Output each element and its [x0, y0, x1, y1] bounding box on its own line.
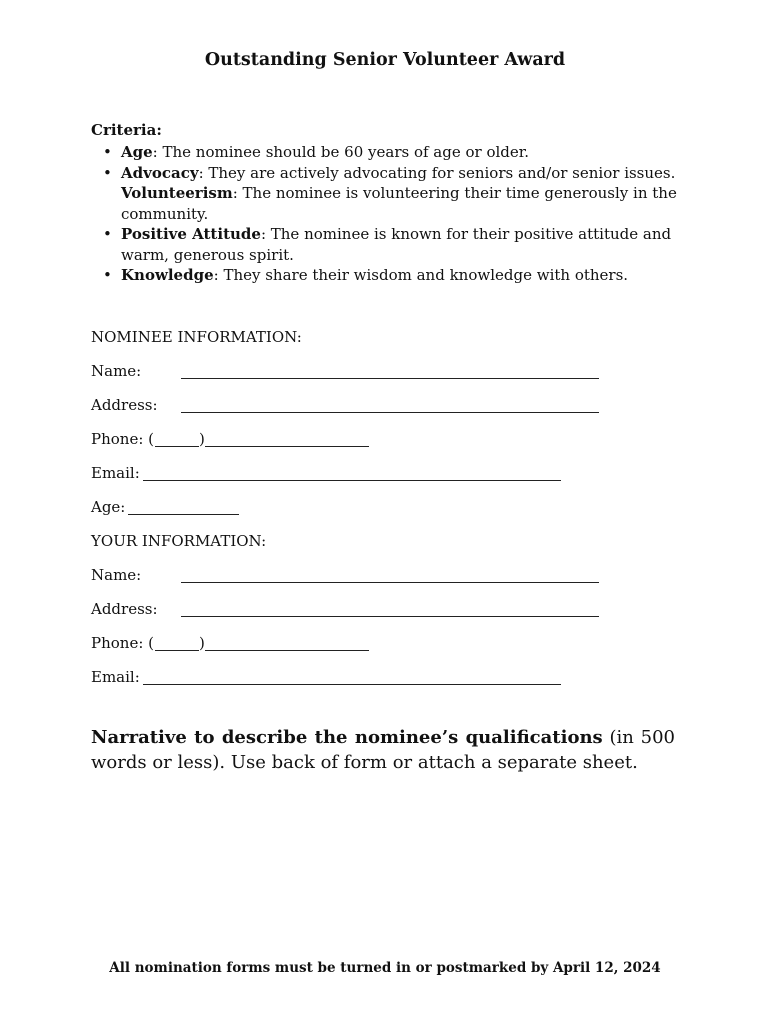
- nominee-name-field[interactable]: [181, 378, 599, 379]
- your-section-heading: YOUR INFORMATION:: [91, 532, 267, 550]
- narrative-instructions: [91, 725, 675, 775]
- criteria-text: : The nominee is volunteering their time generously in the community.: [121, 184, 677, 223]
- bullet-icon: •: [103, 143, 112, 161]
- list-item: [91, 142, 681, 163]
- criteria-subitem: [121, 183, 681, 224]
- narrative-heading: Narrative to describe the nominee’s qualifications: [91, 727, 603, 748]
- your-name-label: Name:: [91, 566, 142, 584]
- nominee-age-label: Age:: [91, 498, 126, 516]
- criteria-term: Knowledge: [121, 266, 214, 284]
- criteria-term: Positive Attitude: [121, 225, 261, 243]
- list-item: [91, 163, 681, 225]
- your-address-label: Address:: [91, 600, 158, 618]
- narrative-text: (in 500 words or less). Use back of form or attach a separate sheet.: [91, 727, 675, 773]
- your-phone-area-field[interactable]: [155, 650, 199, 651]
- nominee-email-label: Email:: [91, 464, 140, 482]
- bullet-icon: •: [103, 266, 112, 284]
- nominee-phone-area-field[interactable]: [155, 446, 199, 447]
- your-email-label: Email:: [91, 668, 140, 686]
- criteria-text: : The nominee should be 60 years of age or older.: [152, 143, 530, 161]
- criteria-text: : They share their wisdom and knowledge with others.: [213, 266, 629, 284]
- criteria-heading: Criteria:: [91, 121, 162, 139]
- nominee-name-label: Name:: [91, 362, 142, 380]
- your-phone-field[interactable]: [205, 650, 369, 651]
- your-address-field[interactable]: [181, 616, 599, 617]
- nominee-email-field[interactable]: [143, 480, 561, 481]
- deadline-note: All nomination forms must be turned in or postmarked by April 12, 2024: [109, 960, 661, 976]
- your-email-field[interactable]: [143, 684, 561, 685]
- nominee-address-label: Address:: [91, 396, 158, 414]
- nominee-phone-field[interactable]: [205, 446, 369, 447]
- criteria-term: Age: [121, 143, 153, 161]
- list-item: [91, 265, 681, 286]
- criteria-list: [91, 142, 681, 286]
- criteria-text: : They are actively advocating for seniors and/or senior issues.: [198, 163, 676, 182]
- nominee-phone-label: Phone: (: [91, 430, 154, 448]
- criteria-text: : The nominee is known for their positive attitude and warm, generous spirit.: [121, 225, 672, 264]
- bullet-icon: •: [103, 163, 112, 182]
- nominee-age-field[interactable]: [128, 514, 239, 515]
- form-title: Outstanding Senior Volunteer Award: [204, 50, 566, 70]
- your-phone-label: Phone: (: [91, 634, 154, 652]
- bullet-icon: •: [103, 225, 112, 243]
- nominee-address-field[interactable]: [181, 412, 599, 413]
- your-name-field[interactable]: [181, 582, 599, 583]
- your-phone-close: ): [199, 634, 205, 652]
- criteria-term: Volunteerism: [121, 184, 233, 202]
- criteria-term: Advocacy: [121, 163, 199, 182]
- list-item: [91, 224, 681, 265]
- nominee-phone-close: ): [199, 430, 205, 448]
- nominee-section-heading: NOMINEE INFORMATION:: [91, 328, 302, 346]
